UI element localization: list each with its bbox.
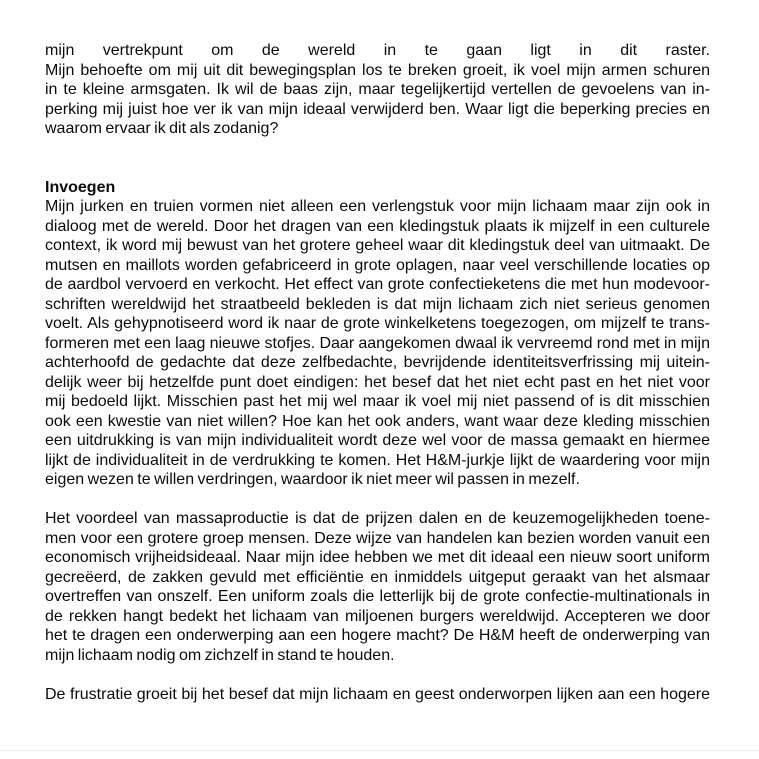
text-line: dialoog met de wereld. Door het dragen van een kledingstuk plaats ik mijzelf in een culturele: [45, 217, 710, 235]
paragraph: [45, 685, 710, 705]
section-heading: Invoegen: [45, 178, 116, 196]
text-line: een uitdrukking is van mijn individualiteit wordt deze wel voor de massa gemaakt en hiermee: [45, 432, 710, 449]
text-line: men voor een grotere groep mensen. Deze wijze van handelen kan bezien worden vanuit een: [45, 529, 710, 547]
text-line: economisch vrijheidsideaal. Naar mijn idee hebben we met dit ideaal een nieuw soort uniform: [45, 549, 710, 566]
paragraph: [45, 41, 710, 139]
text-line: overtreffen van onszelf. Een uniform zoals die letterlijk bij de grote confectie-multinationals in: [45, 588, 710, 605]
text-line: eigen wezen te willen verdringen, waardoor ik niet meer wil passen in mezelf.: [45, 471, 580, 488]
text-line: Het voordeel van massaproductie is dat de prijzen dalen en de keuzemogelijkheden toene-: [45, 510, 710, 527]
text-line: De frustratie groeit bij het besef dat mijn lichaam en geest onderworpen lijken aan een hogere: [45, 685, 710, 703]
text-line: perking mij juist hoe ver ik van mijn ideaal verwijderd ben. Waar ligt die beperking precies en: [45, 100, 710, 118]
text-line: het te dragen een onderwerping aan een hogere macht? De H&M heeft de onderwerping van: [45, 627, 710, 644]
text-line: in te kleine armsgaten. Ik wil de baas zijn, maar tegelijkertijd vertellen de gevoelens van in-: [45, 81, 710, 98]
text-line: mijn vertrekpunt om de wereld in te gaan ligt in dit raster.: [45, 42, 710, 59]
paragraph: [45, 178, 710, 490]
text-line: de rekken hangt bedekt het lichaam van miljoenen burgers wereldwijd. Accepteren we door: [45, 607, 710, 625]
text-line: lijkt de individualiteit in de verdrukking te komen. Het H&M-jurkje lijkt de waardering voor mijn: [45, 451, 710, 469]
page-bottom-edge-line: [0, 750, 759, 751]
document-text: [45, 41, 710, 704]
text-line: Mijn jurken en truien vormen niet alleen een verlengstuk voor mijn lichaam maar zijn ook in: [45, 198, 710, 215]
text-line: formeren met een laag nieuwe stofjes. Daar aangekomen dwaal ik vervreemd rond met in mijn: [45, 334, 710, 352]
text-line: voelt. Als gehypnotiseerd word ik naar de grote winkelketens toegezogen, om mijzelf te trans-: [45, 315, 710, 332]
text-line: gecreëerd, de zakken gevuld met efficiëntie en inmiddels uitgeput geraakt van het alsmaar: [45, 568, 710, 586]
text-line: mij bedoeld lijkt. Misschien past het mij wel maar ik voel mij niet passend of is dit misschien: [45, 393, 710, 410]
paragraph: [45, 509, 710, 665]
text-line: mijn lichaam nodig om zichzelf in stand te houden.: [45, 646, 395, 664]
text-line: schriften wereldwijd het straatbeeld bekleden is dat mijn lichaam zich niet serieus genomen: [45, 295, 710, 313]
text-line: de aardbol vervoerd en verkocht. Het effect van grote confectieketens die met hun modevoor-: [45, 276, 710, 293]
text-line: mutsen en maillots worden gefabriceerd in grote oplagen, naar veel verschillende locaties op: [45, 256, 710, 274]
text-line: achterhoofd de gedachte dat deze zelfbedachte, bevrijdende identiteitsverfrissing mij uitein-: [45, 354, 710, 371]
text-line: waarom ervaar ik dit als zodanig?: [45, 120, 279, 137]
text-line: ook een kwestie van niet willen? Hoe kan het ook anders, want waar deze kleding misschien: [45, 412, 710, 430]
text-line: Mijn behoefte om mij uit dit bewegingsplan los te breken groeit, ik voel mijn armen schuren: [45, 61, 710, 79]
text-line: delijk weer bij hetzelfde punt doet eindigen: het besef dat het niet echt past en het niet voor: [45, 373, 710, 391]
text-line: context, ik word mij bewust van het grotere geheel waar dit kledingstuk deel van uitmaakt. De: [45, 237, 710, 254]
